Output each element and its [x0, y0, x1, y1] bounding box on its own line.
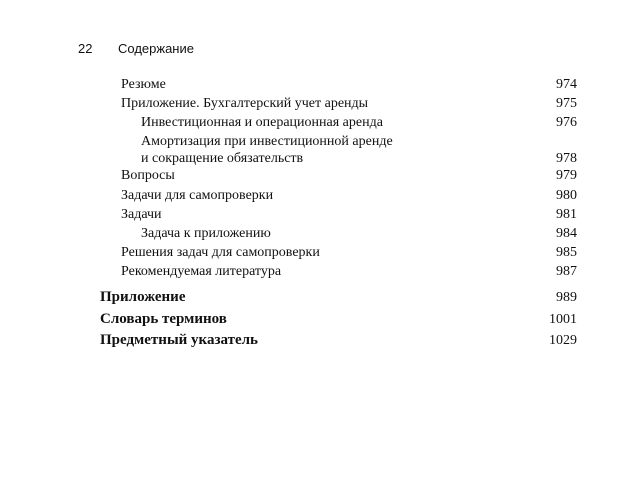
toc-entry-title-line-2: и сокращение обязательств [141, 151, 304, 166]
toc-entry-title-line-1: Амортизация при инвестиционной аренде [141, 134, 393, 149]
page-number: 22 [78, 41, 93, 56]
toc-entry [121, 206, 577, 223]
toc-entry [121, 76, 577, 93]
toc-entry-page: 978 [556, 151, 577, 166]
toc-entry-title: Задача к приложению [141, 226, 271, 241]
toc-entry-page: 974 [556, 77, 577, 92]
toc-entry-title: Задачи для самопроверки [121, 188, 274, 203]
toc-entry-title: Решения задач для самопроверки [121, 245, 320, 260]
toc-entry-title: Резюме [121, 77, 166, 92]
toc-entry-page: 975 [556, 96, 577, 111]
toc-subentry [141, 133, 577, 167]
toc-part-entry [100, 332, 577, 349]
toc-entry-title: Приложение. Бухгалтерский учет аренды [121, 96, 369, 111]
toc-entry-page: 989 [556, 290, 577, 305]
toc-entry-page: 981 [556, 207, 577, 222]
toc-entry-title: Задачи [121, 207, 162, 222]
toc-entry-title: Предметный указатель [100, 332, 258, 348]
toc-part-entry [100, 289, 577, 306]
toc-entry-page: 980 [556, 188, 577, 203]
toc-entry [121, 187, 577, 204]
toc-part-entry [100, 311, 577, 328]
toc-entry [121, 95, 577, 112]
toc-entry-page: 987 [556, 264, 577, 279]
toc-entry-title: Рекомендуемая литература [121, 264, 282, 279]
header-title: Содержание [118, 41, 194, 56]
toc-subentry [141, 114, 577, 131]
toc-entry-title: Инвестиционная и операционная аренда [141, 115, 383, 130]
toc-entry [121, 263, 577, 280]
toc-entry-title: Приложение [100, 289, 186, 305]
toc-subentry [141, 225, 577, 242]
toc-entry-page: 979 [556, 168, 577, 183]
toc-entry-page: 1001 [549, 312, 577, 327]
toc-entry [121, 167, 577, 184]
toc-entry-page: 984 [556, 226, 577, 241]
toc-entry [121, 244, 577, 261]
toc-entry-title: Вопросы [121, 168, 175, 183]
toc-entry-title [141, 133, 393, 167]
toc-entry-page: 1029 [549, 333, 577, 348]
toc-entry-title: Словарь терминов [100, 311, 227, 327]
toc-entry-page: 976 [556, 115, 577, 130]
toc-entry-page: 985 [556, 245, 577, 260]
